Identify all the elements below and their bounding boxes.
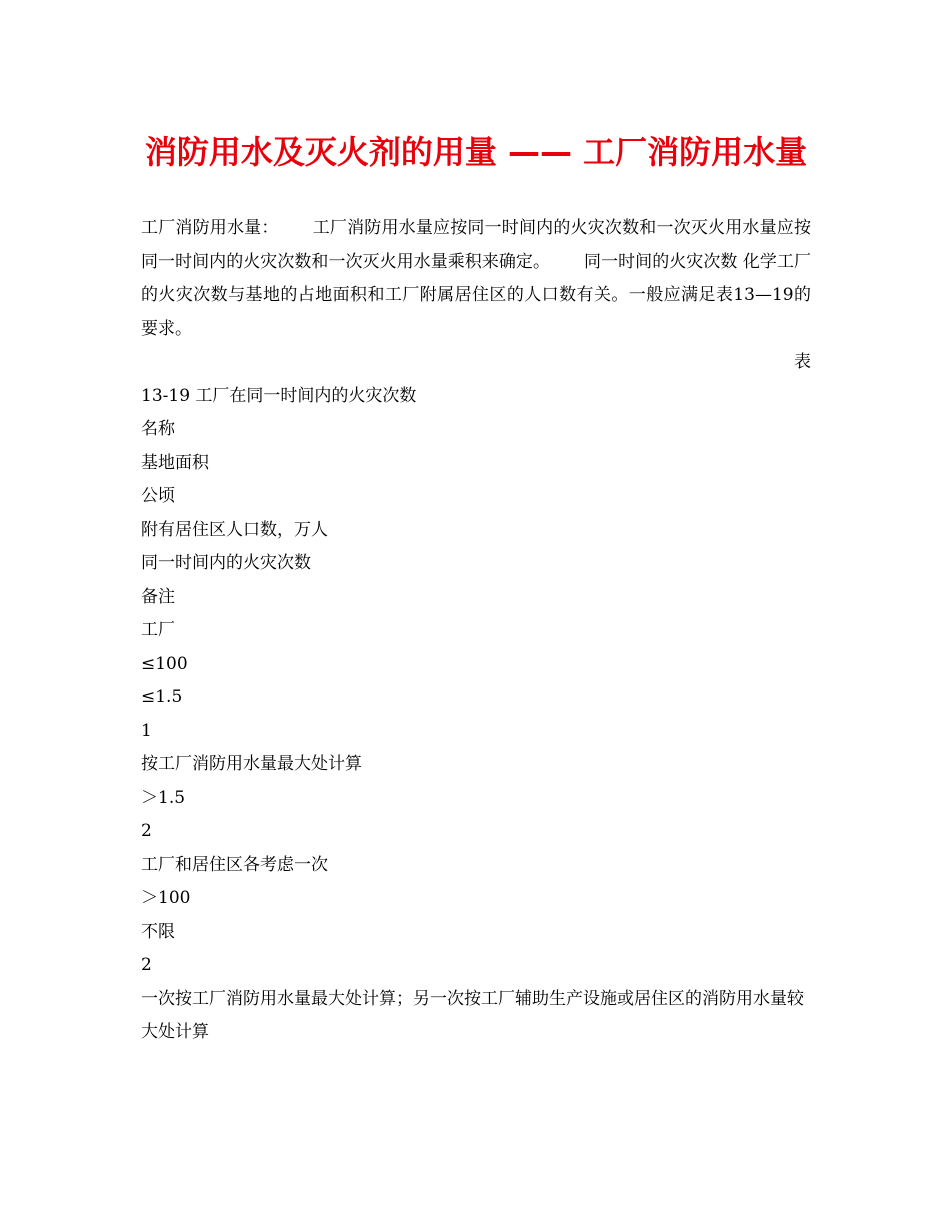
table-caption: 13-19 工厂在同一时间内的火灾次数 xyxy=(141,385,417,406)
table-line: 1 xyxy=(141,720,152,741)
table-line: 2 xyxy=(141,821,152,841)
table-line: 工厂 xyxy=(141,620,175,640)
table-line: 同一时间内的火灾次数 xyxy=(141,553,311,573)
intro-paragraph xyxy=(141,212,811,346)
intro-sentence-2: 同一时间的火灾次数 化学工厂的火灾次数与基地的占地面积和工厂附属居住区的人口数有关。一般应满足表13—19的要求。 xyxy=(141,251,812,339)
table-line: 工厂和居住区各考虑一次 xyxy=(141,854,328,875)
table-line: ＞1.5 xyxy=(141,787,186,808)
table-line: 公顷 xyxy=(141,486,175,506)
table-line: 备注 xyxy=(141,586,175,607)
document-page xyxy=(141,128,811,1050)
table-line: 名称 xyxy=(141,419,175,439)
table-line: ＞100 xyxy=(141,888,191,908)
intro-label: 工厂消防用水量： xyxy=(141,218,279,238)
table-line: ≤1.5 xyxy=(141,687,183,707)
table-line: 2 xyxy=(141,955,152,975)
table-line: 不限 xyxy=(141,921,175,942)
table-line: 基地面积 xyxy=(141,452,209,473)
table-line: 附有居住区人口数，万人 xyxy=(141,519,328,540)
table-prefix: 表 xyxy=(794,352,811,372)
document-title: 消防用水及灭火剂的用量 —— 工厂消防用水量 xyxy=(144,133,808,171)
table-line: 按工厂消防用水量最大处计算 xyxy=(141,754,362,774)
table-content-lines xyxy=(141,413,811,1050)
table-line: ≤100 xyxy=(141,653,188,674)
intro-sentence-1: 工厂消防用水量应按同一时间内的火灾次数和一次灭火用水量应按同一时间内的火灾次数和一次灭火用水量乘积来确定。 xyxy=(141,218,812,272)
table-line: 一次按工厂消防用水量最大处计算；另一次按工厂辅助生产设施或居住区的消防用水量较大处计算 xyxy=(141,988,804,1042)
